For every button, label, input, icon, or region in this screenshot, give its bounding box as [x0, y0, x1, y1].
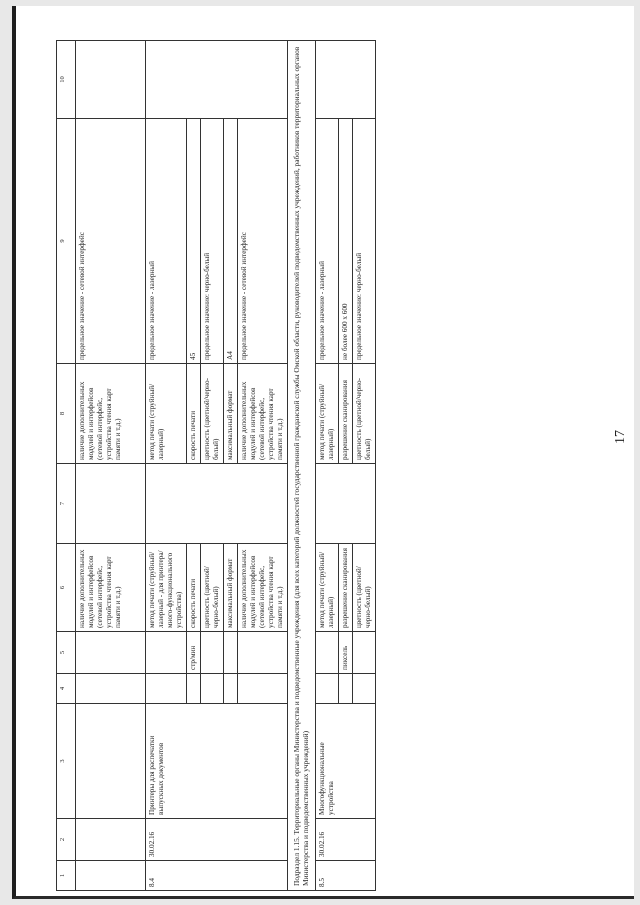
cell-text: наличие дополнительных модулей и интерфейсов (сетевой интерфейс, устройства чтения карт памяти и т.д.) — [76, 364, 146, 464]
col-num: 2 — [57, 819, 76, 861]
col-num: 5 — [57, 632, 76, 674]
unit-cell — [352, 632, 375, 674]
row-title: Многофункциональные устройства — [315, 704, 375, 819]
row-number: 8.4 — [146, 861, 288, 891]
table-row — [146, 41, 187, 891]
unit-cell: пиксель — [338, 632, 352, 674]
cell-text: наличие дополнительных модулей и интерфейсов (сетевой интерфейс, устройства чтения карт памяти и т.д.) — [76, 544, 146, 632]
cell-text: скорость печати — [187, 544, 201, 632]
cell-text: цветность (цветной/черно-белый) — [201, 364, 224, 464]
col-num: 3 — [57, 704, 76, 819]
characteristics-table — [56, 40, 376, 891]
cell-text: предельное значение: черно-белый — [201, 119, 224, 364]
row-date: 30.02.16 — [146, 819, 288, 861]
cell-text: скорость печати — [187, 364, 201, 464]
row-date: 30.02.16 — [315, 819, 375, 861]
cell-text: предельное значение - сетевой интерфейс — [238, 119, 288, 364]
cell-text: цветность (цветной/черно-белый) — [352, 364, 375, 464]
cell-text: наличие дополнительных модулей и интерфейсов (сетевой интерфейс, устройства чтения карт памяти и т.д.) — [238, 544, 288, 632]
row-title: Принтеры для распечатки выпускных документов — [146, 704, 288, 819]
cell-text: метод печати (струйный/лазерный) — [146, 364, 187, 464]
cell-text: разрешение сканирования — [338, 364, 352, 464]
unit-cell — [201, 632, 224, 674]
table-row — [76, 41, 146, 891]
page-number: 17 — [613, 430, 628, 444]
col-num: 7 — [57, 464, 76, 544]
cell-text: максимальный формат — [224, 364, 238, 464]
section-heading: Подраздел 1.15. Территориальные органы Министерства и подведомственные учреждения (для всех категорий должностей государственной гражданской службы Омской области, руководителей подведомственных учреждений, работников территориальных органов Министерства и подведомственных учреждений) — [288, 41, 316, 891]
col-num: 1 — [57, 861, 76, 891]
col-num: 8 — [57, 364, 76, 464]
cell-text: наличие дополнительных модулей и интерфейсов (сетевой интерфейс, устройства чтения карт памяти и т.д.) — [238, 364, 288, 464]
unit-cell — [224, 632, 238, 674]
cell-text: предельное значение - лазерный — [315, 119, 338, 364]
document-page — [12, 6, 634, 899]
cell-text: цветность (цветной/ черно-белый) — [352, 544, 375, 632]
cell-text: предельное значение - сетевой интерфейс — [76, 119, 146, 364]
cell-text: максимальный формат — [224, 544, 238, 632]
column-number-row — [57, 41, 76, 891]
cell-text: не более 600 х 600 — [338, 119, 352, 364]
cell-text: метод печати (струйный/лазерный) — [315, 364, 338, 464]
row-number: 8.5 — [315, 861, 375, 891]
cell-text: предельное значение: черно-белый — [352, 119, 375, 364]
cell-text: метод печати (струйный/ лазерный - для принтера/много-функционального устройства) — [146, 544, 187, 632]
col-num: 9 — [57, 119, 76, 364]
cell-text: метод печати (струйный/ лазерный) — [315, 544, 338, 632]
col-num: 10 — [57, 41, 76, 119]
unit-cell — [315, 632, 338, 674]
col-num: 4 — [57, 674, 76, 704]
cell-text: разрешение сканирования — [338, 544, 352, 632]
table-row — [315, 41, 338, 891]
cell-text: 45 — [187, 119, 201, 364]
unit-cell — [146, 632, 187, 674]
unit-cell: стр/мин — [187, 632, 201, 674]
section-heading-row — [288, 41, 316, 891]
cell-text: А4 — [224, 119, 238, 364]
unit-cell — [238, 632, 288, 674]
cell-text: цветность (цветной/ черно-белый) — [201, 544, 224, 632]
col-num: 6 — [57, 544, 76, 632]
rotated-table-wrapper — [56, 41, 619, 891]
cell-text: предельное значение - лазерный — [146, 119, 187, 364]
